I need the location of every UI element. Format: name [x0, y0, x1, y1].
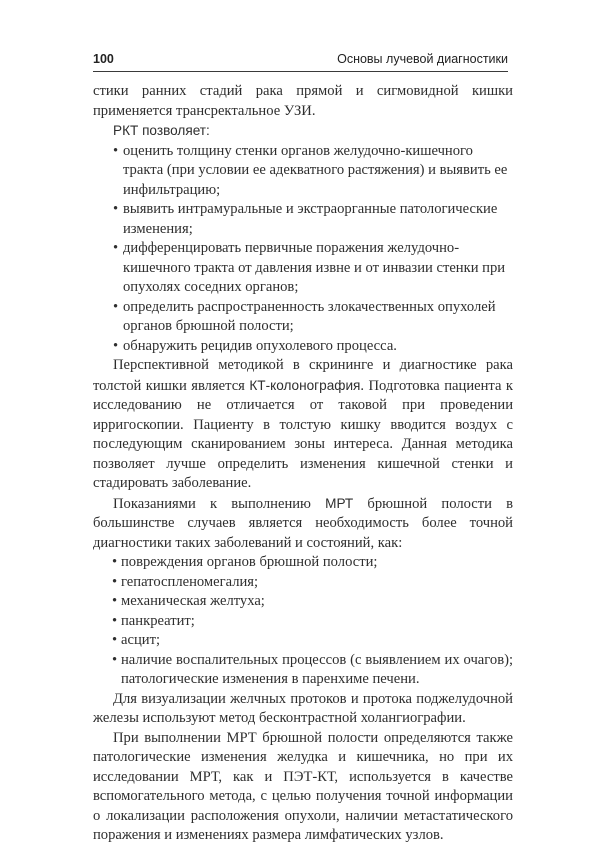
paragraph-mrt-findings: При выполнении МРТ брюшной полости определяются также патологические изменения желудка и кишечника, но при их исследовании МРТ, как и ПЭТ-КТ, используется в качестве вспомогательного метода, с целью получения точной информации о локализации расположения опухоли, наличии метастатического поражения и изменениях размера лимфатических узлов.	[93, 729, 513, 843]
paragraph-mrt-indications	[93, 494, 513, 554]
list-item: • наличие воспалительных процессов (с выявлением их очагов); патологические изменения в паренхиме печени.	[93, 651, 513, 690]
list-item: • механическая желтуха;	[93, 592, 513, 612]
list-item: • оценить толщину стенки органов желудочно-кишечного тракта (при условии ее адекватного растяжения) и выявить ее инфильтрацию;	[93, 142, 513, 201]
ct-colonography-term: КТ-колонография	[249, 377, 361, 393]
rkt-intro	[93, 121, 513, 142]
mrt-text-end: брюшной полости в большинстве случаев является необходимость более точной диагностики таких заболеваний и состояний, как:	[93, 495, 513, 551]
page-content	[93, 82, 513, 846]
list-item: • выявить интрамуральные и экстраорганные патологические изменения;	[93, 200, 513, 239]
rkt-capabilities-list	[93, 142, 513, 357]
ct-text-end: . Подготовка пациента к исследованию не отличается от таковой при проведении ирригоскопии. Пациенту в толстую кишку вводится воздух с последующим сканированием зоны интереса. Данная методика позволяет лучше определить изменения кишечной стенки и стадировать заболевание.	[93, 377, 513, 491]
rkt-intro-text: РКТ позволяет:	[113, 123, 210, 138]
list-item: • обнаружить рецидив опухолевого процесса.	[93, 337, 513, 357]
list-item: • повреждения органов брюшной полости;	[93, 553, 513, 573]
paragraph-continuation: стики ранних стадий рака прямой и сигмовидной кишки применяется трансректальное УЗИ.	[93, 83, 513, 119]
mrt-text-start: Показаниями к выполнению	[113, 495, 326, 512]
list-item: • дифференцировать первичные поражения желудочно-кишечного тракта от давления извне и от инвазии стенки при опухолях соседних органов;	[93, 239, 513, 298]
mrt-indications-list	[93, 553, 513, 690]
running-title: Основы лучевой диагностики	[337, 52, 508, 66]
list-item: • панкреатит;	[93, 612, 513, 632]
ct-text-start: Перспективной методикой в скрининге и диагностике рака толстой кишки является	[93, 357, 513, 394]
paragraph-cholangiography: Для визуализации желчных протоков и протока поджелудочной железы используют метод бесконтрастной холангиографии.	[93, 690, 513, 726]
list-item: • определить распространенность злокачественных опухолей органов брюшной полости;	[93, 298, 513, 337]
mrt-term: МРТ	[325, 495, 354, 511]
list-item: • асцит;	[93, 631, 513, 651]
paragraph-ct-colonography	[93, 356, 513, 494]
page-number: 100	[93, 52, 114, 66]
page-header	[93, 49, 508, 72]
list-item: • гепатоспленомегалия;	[93, 573, 513, 593]
